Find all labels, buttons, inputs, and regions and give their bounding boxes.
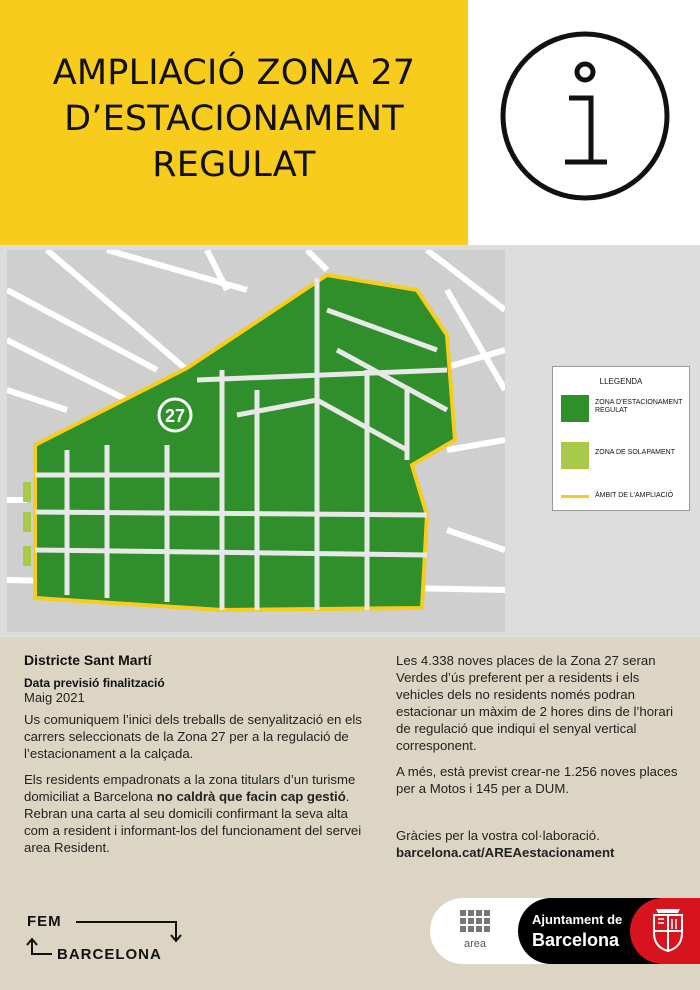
district-heading: Districte Sant Martí: [24, 652, 152, 668]
page-title: [22, 50, 446, 188]
residents-text-a: Els residents empadronats a la zona titulars d’un turisme domiciliat a Barcelona: [24, 772, 356, 804]
ajuntament-logo: [518, 898, 700, 964]
legend-title: LLEGENDA: [599, 377, 643, 386]
title-line-2: D’ESTACIONAMENT: [64, 99, 404, 139]
map-legend: [552, 366, 690, 511]
title-banner: [0, 0, 468, 245]
paragraph-motos: A més, està previst crear-ne 1.256 noves places per a Motos i 145 per a DUM.: [396, 764, 678, 796]
paragraph-places: Les 4.338 noves places de la Zona 27 seran Verdes d’ús preferent per a residents i els vehicles dels no residents només podran estacionar un màxim de 2 hores dins de l’horari de regulació que indiqui el senyal vertical corresponent.: [396, 653, 674, 753]
thanks-text: Gràcies per la vostra col·laboració.: [396, 828, 600, 843]
ajuntament-line1: Ajuntament de: [532, 912, 623, 927]
fem-arrows-icon: [24, 910, 184, 970]
content-left: [24, 652, 364, 865]
map-drawing: [7, 250, 505, 632]
barcelona-crest-icon: [648, 909, 688, 953]
title-line-3: REGULAT: [152, 145, 316, 185]
crest-badge: [630, 898, 700, 964]
content-right: [396, 652, 686, 870]
fem-text: FEM: [27, 913, 62, 930]
date-heading: Data previsió finalització: [24, 676, 165, 690]
zone-badge: 27: [164, 406, 186, 426]
area-grid-icon: [456, 908, 496, 952]
map-section: [0, 245, 700, 637]
residents-text-c: . Rebran una carta al seu domicili confirmant la seva alta com a resident i informant-los del funcionament del servei area Resident.: [24, 789, 362, 855]
legend-swatch-overlap: [561, 442, 589, 469]
info-icon: [499, 30, 671, 202]
fem-barcelona-logo: [24, 910, 184, 970]
legend-label-overlap: ZONA DE SOLAPAMENT: [595, 449, 675, 456]
barcelona-text: BARCELONA: [57, 946, 162, 963]
legend-swatch-zone: [561, 395, 589, 422]
zone-map: [7, 250, 505, 632]
legend-label-zone: ZONA D’ESTACIONAMENT REGULAT: [595, 399, 683, 414]
residents-text-bold: no caldrà que facin cap gestió: [156, 789, 346, 804]
ajuntament-line2: Barcelona: [532, 930, 620, 950]
info-panel: [468, 0, 700, 245]
paragraph-residents: [24, 771, 364, 856]
area-label: area: [463, 938, 487, 950]
header: [0, 0, 700, 245]
footer-logos: [430, 898, 700, 964]
legend-label-boundary: ÀMBIT DE L’AMPLIACIÓ: [595, 492, 674, 499]
title-line-1: AMPLIACIÓ ZONA 27: [52, 53, 416, 93]
date-value: Maig 2021: [24, 690, 85, 705]
legend-swatch-boundary: [561, 495, 589, 498]
info-link[interactable]: barcelona.cat/AREAestacionament: [396, 845, 615, 860]
paragraph-intro: Us comuniquem l’inici dels treballs de senyalització en els carrers seleccionats de la Zona 27 per a la regulació de l’estacionament a la calçada.: [24, 712, 362, 761]
area-logo: [456, 908, 496, 957]
